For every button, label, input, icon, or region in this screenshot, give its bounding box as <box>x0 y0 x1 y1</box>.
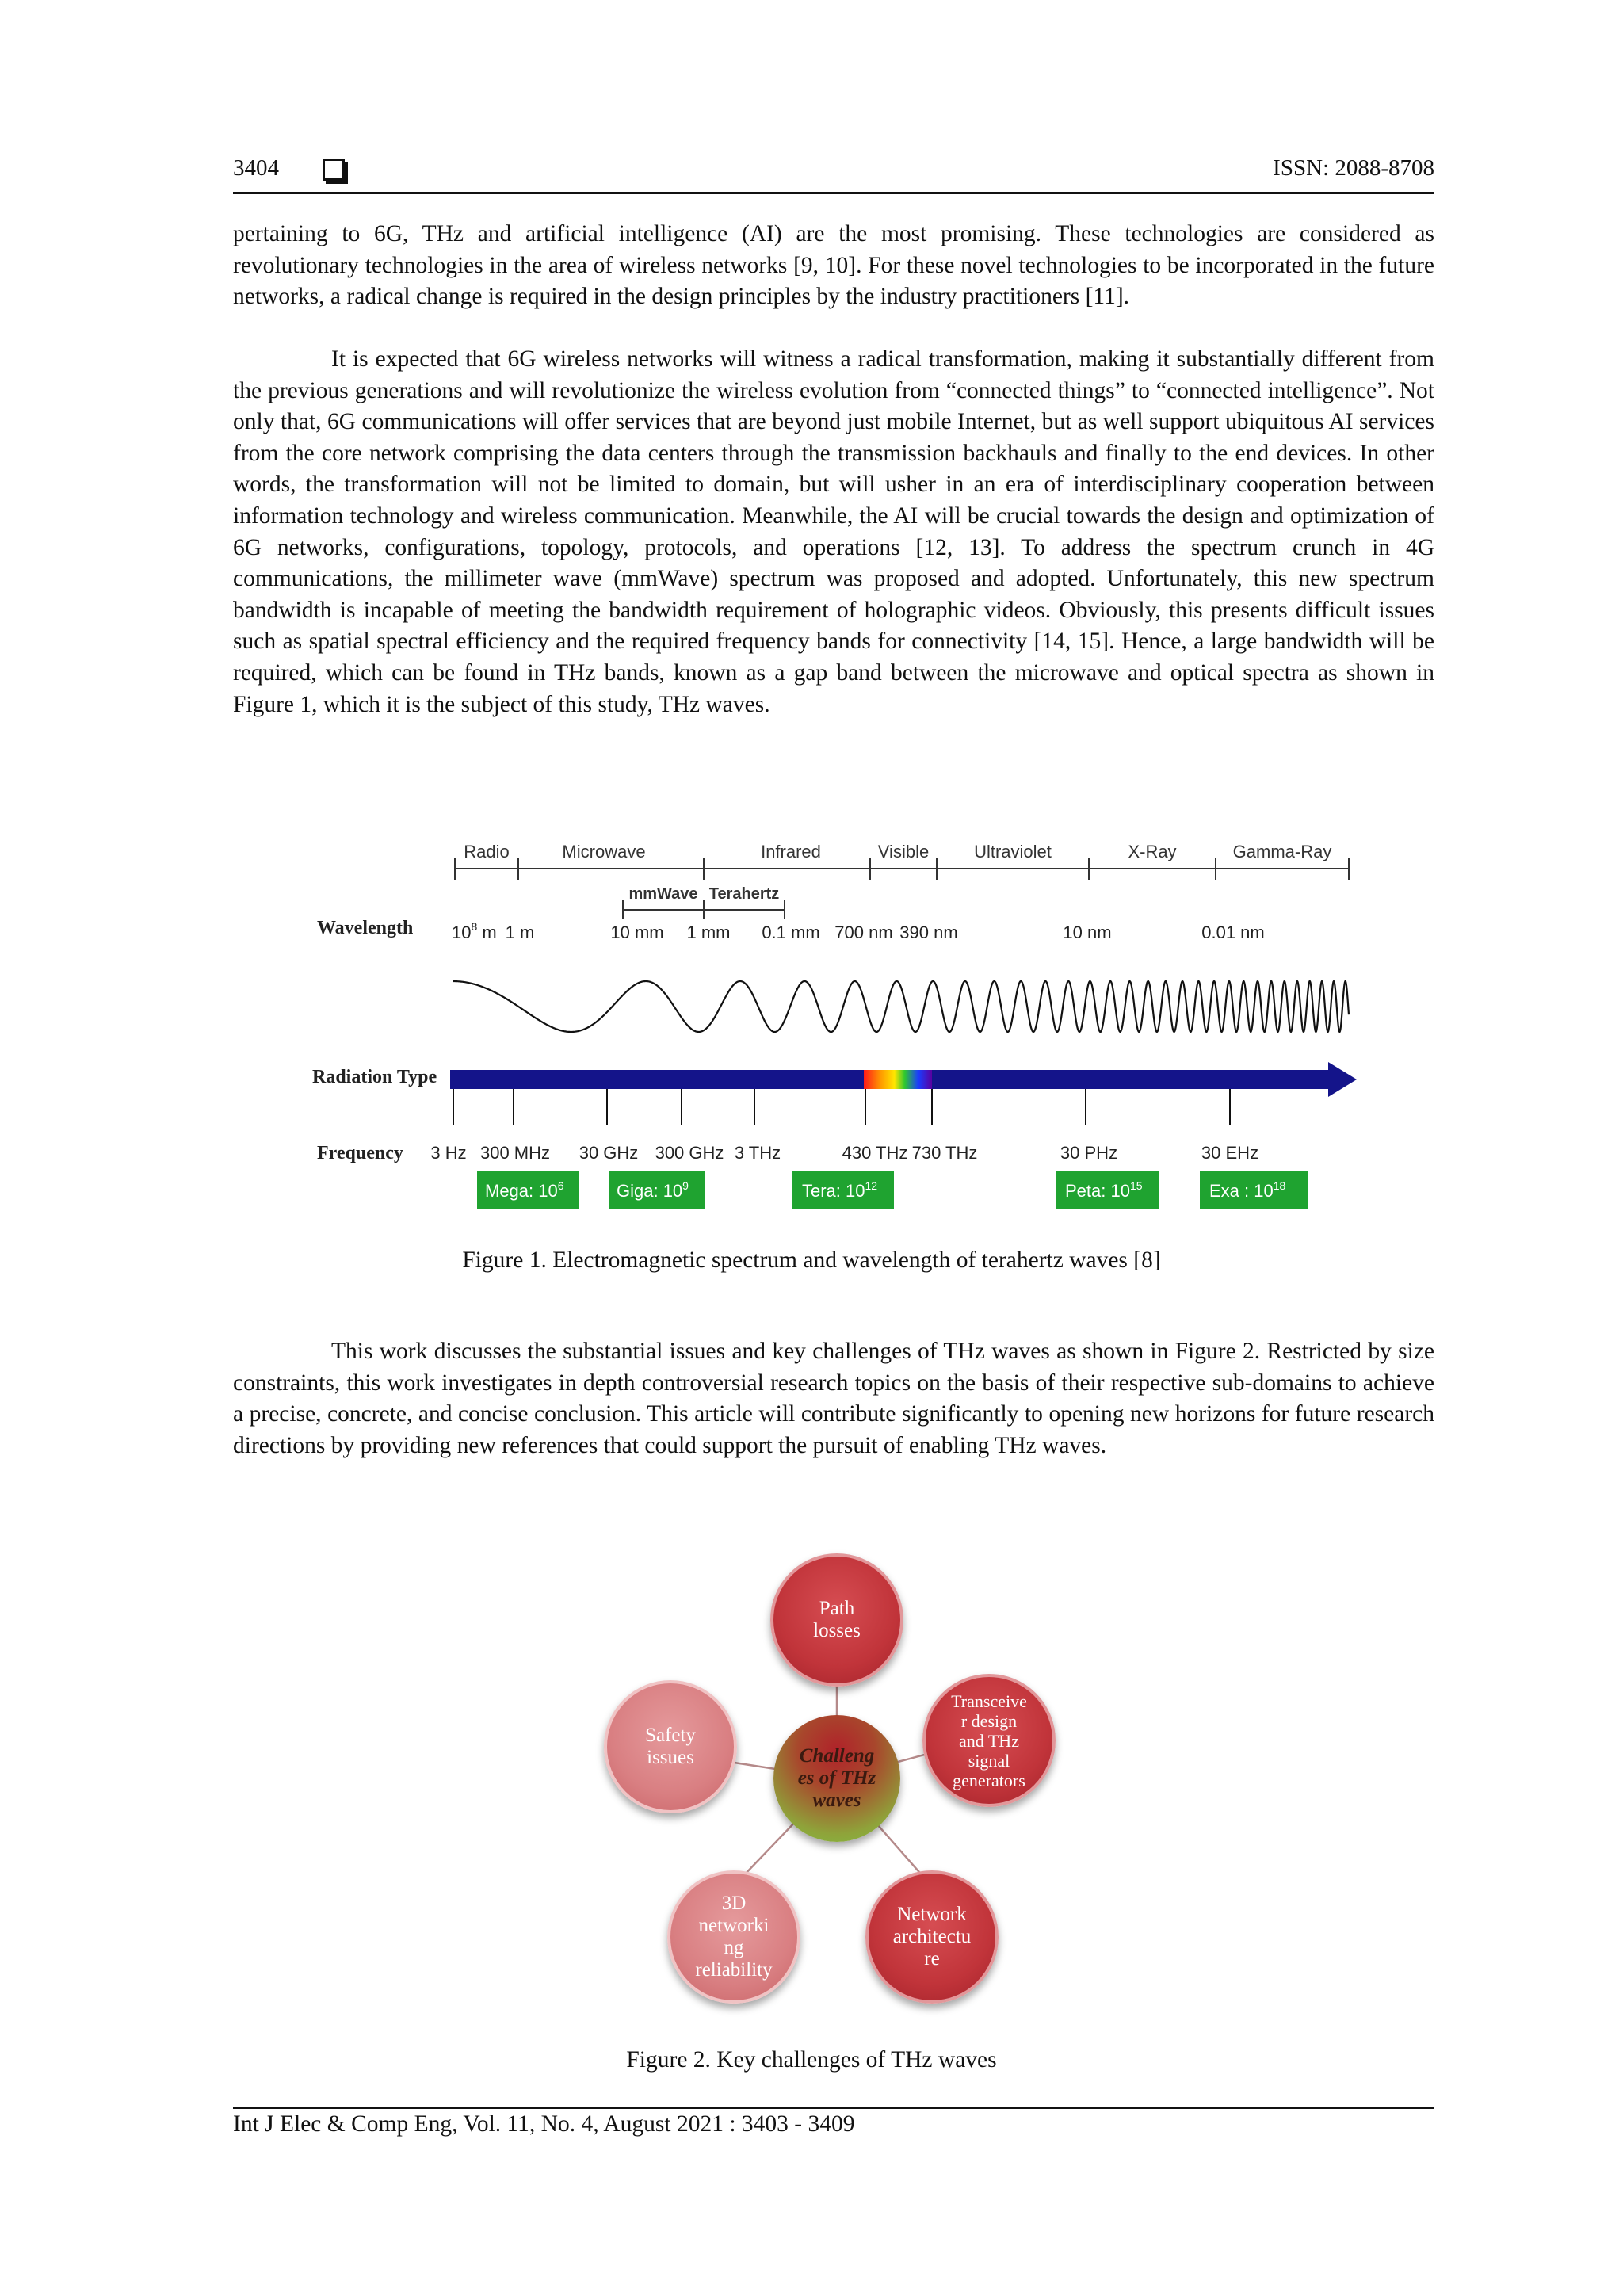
band-visible: Visible <box>877 842 930 861</box>
label-radiation-type: Radiation Type <box>312 1067 437 1087</box>
freq-730thz: 730 THz <box>911 1143 978 1163</box>
freq-300ghz: 300 GHz <box>655 1143 724 1163</box>
wavelength-0.1mm: 0.1 mm <box>762 923 820 942</box>
node-3d-line-2: networki <box>698 1915 769 1936</box>
wavelength-1m: 1 m <box>505 923 535 942</box>
prefix-exa: Exa : $10^{18}$ <box>1209 1179 1286 1201</box>
figure-2-challenges <box>591 1553 1083 2013</box>
footer-rule <box>233 2107 1434 2109</box>
footer-citation: Int J Elec & Comp Eng, Vol. 11, No. 4, August 2021 : 3403 - 3409 <box>233 2111 855 2137</box>
node-network-line-3: re <box>924 1948 940 1969</box>
wavelength-0.01nm: 0.01 nm <box>1201 923 1265 942</box>
subband-terahertz: Terahertz <box>708 885 780 903</box>
page-number: 3404 <box>233 155 279 181</box>
node-safety-issues <box>604 1680 737 1813</box>
node-3d-networking <box>667 1870 800 2004</box>
node-transceiver-line-2: r design <box>960 1710 1018 1731</box>
node-transceiver-design <box>922 1674 1056 1807</box>
figure-2-caption: Figure 2. Key challenges of THz waves <box>626 2047 997 2073</box>
wavelength-10mm: 10 mm <box>610 923 664 942</box>
center-line-3: waves <box>812 1790 861 1811</box>
freq-30ghz: 30 GHz <box>579 1143 639 1163</box>
node-path-losses <box>770 1553 903 1687</box>
node-path-losses-line-1: Path <box>819 1598 855 1619</box>
node-path-losses-line-2: losses <box>813 1620 861 1641</box>
paragraph-3: This work discusses the substantial issues and key challenges of THz waves as shown in Figure 2. Restricted by size constraints, this work investigates in depth controversial research topics on the basis of their respective sub-domains to achieve a precise, concrete, and concise conclusion. This article will contribute significantly to opening new horizons for future research directions by providing new references that could support the pursuit of enabling THz waves. <box>233 1339 1434 1458</box>
node-safety-line-2: issues <box>647 1747 694 1768</box>
wavelength-10-8m: $10^8$ m <box>452 920 497 942</box>
page-header <box>233 152 1434 192</box>
square-bullet-icon <box>323 159 345 181</box>
band-ultraviolet: Ultraviolet <box>974 842 1052 861</box>
band-infrared: Infrared <box>761 842 821 861</box>
node-safety-line-1: Safety <box>645 1725 696 1746</box>
prefix-giga: Giga: $10^9$ <box>617 1179 689 1201</box>
issn: ISSN: 2088-8708 <box>1273 155 1434 181</box>
node-network-line-1: Network <box>897 1904 967 1925</box>
node-transceiver-line-1: Transceive <box>951 1690 1027 1711</box>
node-network-line-2: architectu <box>892 1926 972 1947</box>
wavelength-700nm: 700 nm <box>834 923 893 942</box>
node-3d-line-4: reliability <box>695 1959 773 1981</box>
freq-30ehz: 30 EHz <box>1201 1143 1259 1163</box>
center-line-2: es of THz <box>797 1767 876 1789</box>
figure-1-spectrum <box>306 832 1360 1224</box>
paragraph-2: It is expected that 6G wireless networks will witness a radical transformation, making it substantially different from the previous generations and will revolutionize the wireless evolution from “connected things” to “connected intelligence”. Not only that, 6G communications will offer services that are beyond just mobile Internet, but as well support ubiquitous AI services from the core network comprising the data centers through the transmission backhauls and finally to the end devices. In other words, the transformation will not be limited to domain, but will usher in an era of interdisciplinary cooperation between information technology and wireless communication. Meanwhile, the AI will be crucial towards the design and optimization of 6G networks, configurations, topology, protocols, and operations [12, 13]. To address the spectrum crunch in 4G communications, the millimeter wave (mmWave) spectrum was proposed and adopted. Unfortunately, this new spectrum bandwidth is incapable of meeting the bandwidth requirement of holographic videos. Obviously, this presents difficult issues such as spatial spectral efficiency and the required frequency bands for connectivity [14, 15]. Hence, a large bandwidth will be required, which can be found in THz bands, known as a gap band between the microwave and optical spectra as shown in Figure 1, which it is the subject of this study, THz waves. <box>233 346 1434 717</box>
visible-spectrum-band <box>864 1070 932 1089</box>
band-radio: Radio <box>464 842 510 861</box>
freq-3thz: 3 THz <box>734 1143 781 1163</box>
header-rule <box>233 192 1434 194</box>
freq-430thz: 430 THz <box>842 1143 908 1163</box>
band-xray: X-Ray <box>1128 842 1177 861</box>
figure-1-caption: Figure 1. Electromagnetic spectrum and wavelength of terahertz waves [8] <box>462 1247 1161 1273</box>
center-line-1: Challeng <box>799 1745 875 1767</box>
node-3d-line-1: 3D <box>721 1893 747 1914</box>
subband-mmwave: mmWave <box>628 885 698 903</box>
radiation-arrow-head <box>1328 1062 1357 1097</box>
band-microwave: Microwave <box>562 842 646 861</box>
label-frequency: Frequency <box>317 1143 403 1163</box>
wavelength-1mm: 1 mm <box>686 923 731 942</box>
node-transceiver-line-4: signal <box>968 1750 1010 1771</box>
paragraph-1: pertaining to 6G, THz and artificial intelligence (AI) are the most promising. These technologies are considered as revolutionary technologies in the area of wireless networks [9, 10]. For these novel technologies to be incorporated in the future networks, a radical change is required in the design principles by the industry practitioners [11]. <box>233 221 1434 310</box>
center-node-challenges <box>773 1715 900 1842</box>
freq-300mhz: 300 MHz <box>479 1143 551 1163</box>
node-3d-line-3: ng <box>724 1937 744 1958</box>
prefix-tera: Tera: $10^{12}$ <box>802 1179 878 1201</box>
wavelength-10nm: 10 nm <box>1063 923 1112 942</box>
wave-curve <box>453 981 1349 1032</box>
band-gamma: Gamma-Ray <box>1232 842 1332 861</box>
freq-30phz: 30 PHz <box>1060 1143 1118 1163</box>
node-transceiver-line-3: and THz <box>959 1730 1019 1751</box>
node-transceiver-line-5: generators <box>953 1770 1025 1790</box>
label-wavelength: Wavelength <box>317 918 414 938</box>
prefix-peta: Peta: $10^{15}$ <box>1065 1179 1143 1201</box>
wavelength-390nm: 390 nm <box>899 923 958 942</box>
prefix-mega: Mega: $10^6$ <box>485 1179 564 1201</box>
node-network-architecture <box>865 1870 999 2004</box>
freq-3hz: 3 Hz <box>430 1143 467 1163</box>
